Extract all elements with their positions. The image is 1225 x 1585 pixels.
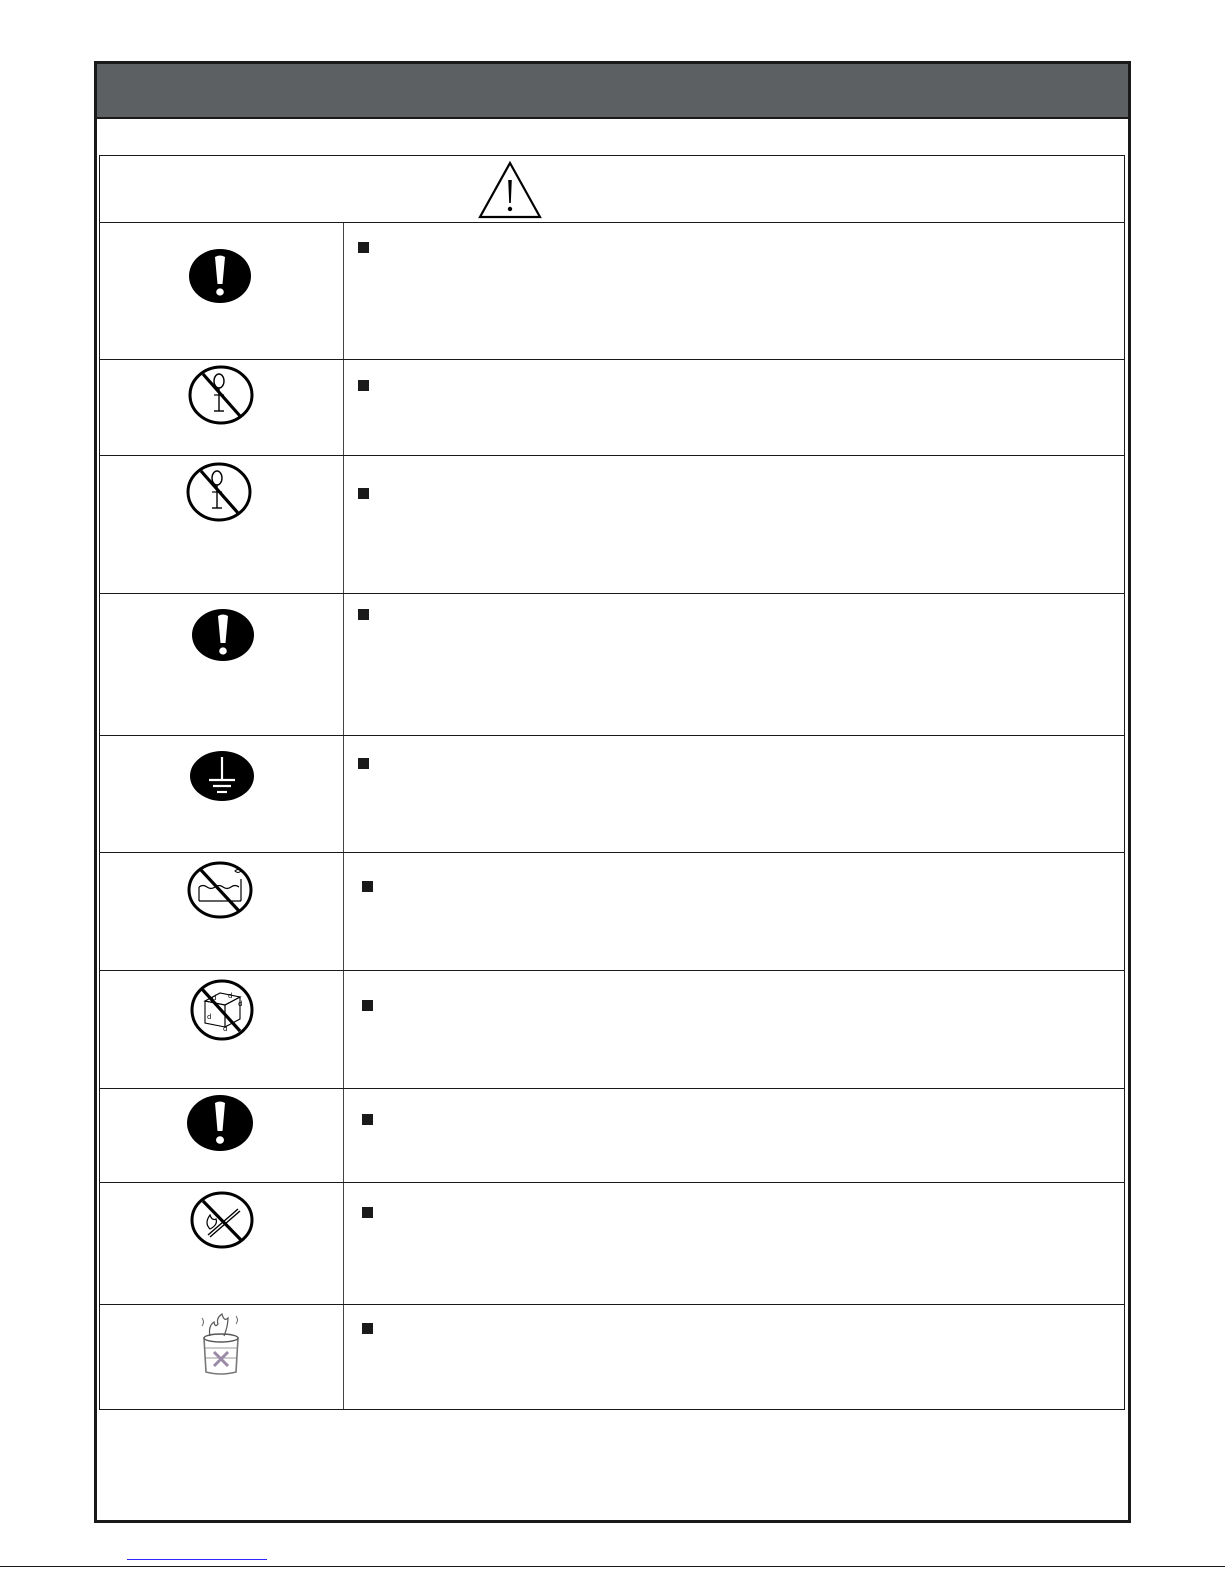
text-cell [344, 223, 1124, 359]
no-humidity-icon [190, 979, 254, 1041]
svg-text:d: d [238, 1000, 243, 1008]
icon-cell [100, 1089, 344, 1182]
safety-row-10 [100, 1305, 1124, 1409]
svg-text:d: d [228, 992, 233, 1000]
no-disassembly-icon [188, 365, 254, 425]
safety-row-7 [100, 971, 1124, 1089]
icon-cell [100, 1183, 344, 1304]
no-disassembly-icon [186, 462, 252, 522]
section-header-bar [97, 64, 1128, 119]
bullet-square [358, 609, 369, 620]
safety-row-6 [100, 853, 1124, 971]
safety-row-2 [100, 360, 1124, 456]
bullet-square [358, 488, 369, 499]
ground-connection-icon [189, 750, 255, 802]
no-water-exposure-icon [187, 861, 253, 919]
safety-row-4 [100, 594, 1124, 736]
text-cell [344, 971, 1124, 1088]
text-cell [344, 360, 1124, 455]
bullet-square [362, 1114, 373, 1125]
mandatory-action-icon [191, 608, 255, 662]
icon-cell [100, 971, 344, 1088]
icon-cell [100, 853, 344, 970]
svg-text:d: d [223, 1025, 228, 1033]
safety-row-3 [100, 456, 1124, 594]
svg-text:d: d [207, 1013, 212, 1021]
svg-text:d: d [212, 994, 217, 1002]
bullet-square [362, 881, 373, 892]
text-cell [344, 1089, 1124, 1182]
footer-link-underline [127, 1559, 267, 1560]
bullet-square [358, 380, 369, 391]
bullet-square [362, 1207, 373, 1218]
text-cell [344, 1183, 1124, 1304]
safety-row-1 [100, 223, 1124, 360]
warning-header-row [100, 156, 1124, 223]
text-cell [344, 736, 1124, 852]
warning-triangle-icon [477, 160, 543, 220]
text-cell [344, 594, 1124, 735]
safety-precautions-page [94, 61, 1131, 1523]
text-cell [344, 1305, 1124, 1409]
bullet-square [362, 1323, 373, 1334]
do-not-discard-in-trash-icon [196, 1310, 246, 1378]
icon-cell [100, 736, 344, 852]
icon-cell [100, 360, 344, 455]
bullet-square [358, 758, 369, 769]
safety-row-9 [100, 1183, 1124, 1305]
mandatory-action-icon [188, 248, 252, 304]
icon-cell [100, 594, 344, 735]
icon-cell [100, 1305, 344, 1409]
footer-rule [0, 1566, 1225, 1567]
icon-cell [100, 223, 344, 359]
safety-row-8 [100, 1089, 1124, 1183]
bullet-square [362, 1000, 373, 1011]
text-cell [344, 456, 1124, 593]
no-open-flame-icon [190, 1191, 254, 1249]
mandatory-action-icon [186, 1094, 254, 1152]
safety-row-5 [100, 736, 1124, 853]
safety-table [99, 155, 1125, 1410]
bullet-square [358, 242, 369, 253]
icon-cell [100, 456, 344, 593]
text-cell [344, 853, 1124, 970]
